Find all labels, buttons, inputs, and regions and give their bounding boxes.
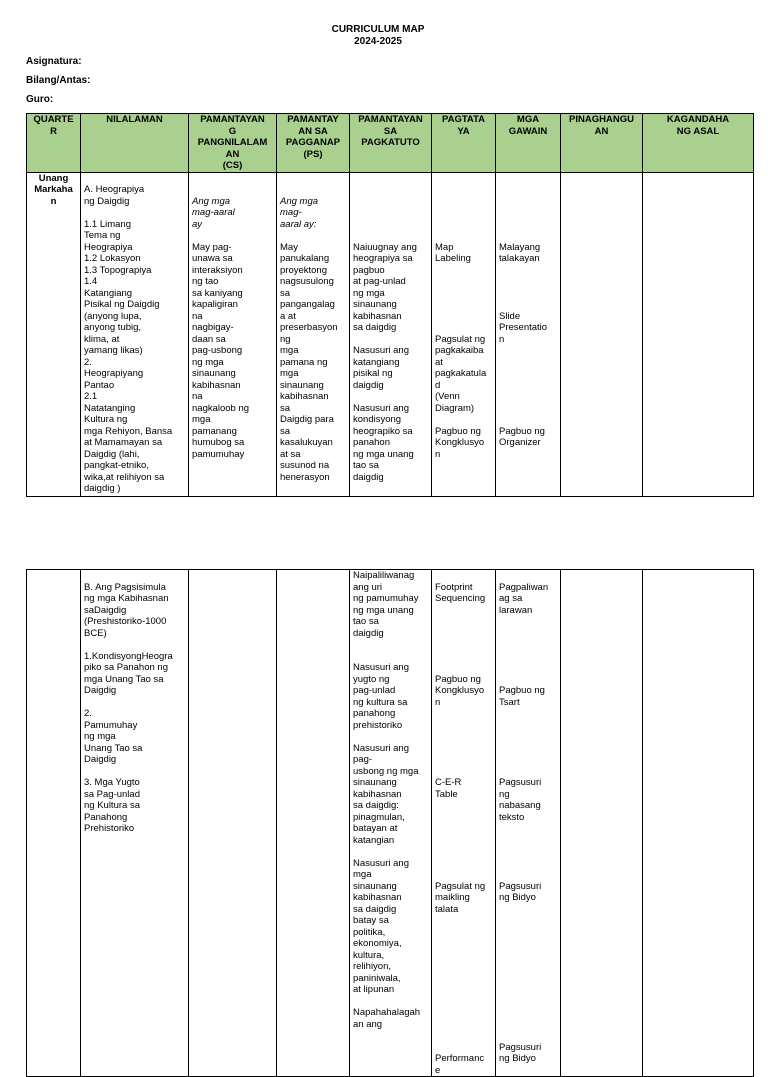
header-kagandahang-asal: KAGANDAHA NG ASAL: [643, 114, 754, 173]
header-nilalaman: NILALAMAN: [81, 114, 189, 173]
header-pamantayang-pangnilalaman: PAMANTAYAN G PANGNILALAM AN (CS): [189, 114, 277, 173]
cell-line: susunod na: [280, 460, 330, 471]
document-title: [0, 24, 756, 48]
cell-line: aaral ay:: [280, 218, 317, 230]
cell-ps: [277, 570, 350, 1077]
cell-line: sa: [280, 425, 291, 437]
bilang-antas-label: Bilang/Antas:: [26, 75, 91, 86]
title-line-1: CURRICULUM MAP: [331, 24, 425, 35]
cell-line: na: [192, 391, 203, 402]
table-row: [27, 570, 754, 1077]
cell-cs: [189, 570, 277, 1077]
header-pamantayan-sa-pagganap: PAMANTAY AN SA PAGGANAP (PS): [277, 114, 350, 173]
cell-line: interaksiyon: [192, 264, 243, 276]
cell-line: mag-aaral: [192, 207, 235, 218]
cell-line: sa kaniyang: [192, 287, 243, 299]
cell-quarter: [27, 570, 81, 1077]
cell-line: panukalang: [280, 253, 330, 264]
cell-kagandahang-asal: [643, 172, 754, 496]
cell-line: mag-: [280, 207, 302, 218]
cell-line: pag-usbong: [192, 345, 243, 356]
cell-line: mga: [280, 345, 299, 356]
cell-mga-gawain: Malayang talakayan Slide Presentatio n Pagbuo ng Organizer: [496, 172, 561, 496]
cell-pagtataya: Map Labeling Pagsulat ng pagkakaiba at pagkakatula d (Venn Diagram) Pagbuo ng Kongklusyo n: [432, 172, 496, 496]
header-mga-gawain: MGA GAWAIN: [496, 114, 561, 173]
cell-line: ng tao: [192, 276, 219, 287]
cell-line: kabihasnan: [280, 391, 329, 402]
header-quarter: QUARTE R: [27, 114, 81, 173]
cell-line: humubog sa: [192, 437, 245, 448]
cell-line: pangangalag: [280, 299, 335, 310]
cell-line: Ang mga: [280, 195, 319, 207]
header-row: [27, 114, 754, 173]
cell-line: kapaligiran: [192, 299, 238, 310]
cell-kagandahang-asal: [643, 570, 754, 1077]
cell-pamantayan-sa-pagkatuto: Naiuugnay ang heograpiya sa pagbuo at pag-unlad ng mga sinaunang kabihasnan sa daigdig Nasusuri ang katangiang pisikal ng daigdig Nasusuri ang kondisyong heograpiko sa panahon ng mga unang tao sa daigdig: [350, 172, 432, 496]
cell-nilalaman: B. Ang Pagsisimula ng mga Kabihasnan saDaigdig (Preshistoriko-1000 BCE) 1.KondisyongHeogra piko sa Panahon ng mga Unang Tao sa Daigdig 2. Pamumuhay ng mga Unang Tao sa Daigdig 3. Mga Yugto sa Pag-unlad ng Kultura sa Panahong Prehistoriko: [81, 570, 189, 1077]
cell-line: sinaunang: [192, 368, 236, 379]
curriculum-map-table-continued: [26, 569, 754, 1077]
cell-line: preserbasyon: [280, 322, 338, 333]
cell-line: ng mga: [192, 356, 224, 368]
cell-pagtataya: Footprint Sequencing Pagbuo ng Kongklusyo n C-E-R Table Pagsulat ng maikling talata Performanc e: [432, 570, 496, 1077]
cell-mga-gawain: Pagpaliwan ag sa larawan Pagbuo ng Tsart Pagsusuri ng nabasang teksto Pagsusuri ng Bidyo Pagsusuri ng Bidyo: [496, 570, 561, 1077]
header-pagtataya: PAGTATA YA: [432, 114, 496, 173]
cell-pinaghanguan: [561, 570, 643, 1077]
cell-line: nagsusulong: [280, 276, 334, 287]
guro-label: Guro:: [26, 94, 54, 105]
cell-line: May pag-: [192, 241, 232, 253]
cell-line: mga: [192, 414, 211, 425]
cell-line: na: [192, 310, 203, 322]
cell-line: kasalukuyan: [280, 437, 333, 448]
cell-line: pamanang: [192, 425, 237, 437]
asignatura-label: Asignatura:: [26, 56, 82, 67]
cell-line: mga: [280, 368, 299, 379]
cell-line: henerasyon: [280, 471, 330, 483]
header-pinaghanguan: PINAGHANGU AN: [561, 114, 643, 173]
cell-line: nagkaloob ng: [192, 402, 250, 414]
cell-line: ay: [192, 218, 203, 230]
cell-line: daan sa: [192, 333, 226, 345]
cell-line: a at: [280, 310, 296, 322]
cell-line: Daigdig para: [280, 414, 334, 425]
cell-line: unawa sa: [192, 253, 233, 264]
cell-line: sinaunang: [280, 379, 324, 391]
header-pamantayan-sa-pagkatuto: PAMANTAYAN SA PAGKATUTO: [350, 114, 432, 173]
cell-line: kabihasnan: [192, 379, 241, 391]
cell-cs: [189, 172, 277, 496]
cell-nilalaman: A. Heograpiya ng Daigdig 1.1 Limang Tema ng Heograpiya 1.2 Lokasyon 1.3 Topograpiya 1.4 Katangiang Pisikal ng Daigdig (anyong lupa, anyong tubig, klima, at yamang likas) 2. Heograpiyang Pantao 2.1 Natatanging Kultura ng mga Rehiyon, Bansa at Mamamayan sa Daigdig (lahi, pangkat-etniko, wika,at relihiyon sa daigdig ): [81, 172, 189, 496]
cell-line: sa: [280, 402, 291, 414]
cell-quarter: Unang Markaha n: [27, 172, 81, 496]
cell-pinaghanguan: [561, 172, 643, 496]
cell-cs-text: [192, 196, 249, 460]
table-row: [27, 172, 754, 496]
cell-line: ng: [280, 333, 291, 345]
cell-line: proyektong: [280, 264, 328, 276]
cell-line: May: [280, 241, 298, 253]
cell-line: pamumuhay: [192, 448, 245, 460]
cell-line: pamana ng: [280, 356, 328, 368]
cell-ps: [277, 172, 350, 496]
title-line-2: 2024-2025: [354, 36, 402, 47]
cell-line: sa: [280, 287, 291, 299]
cell-line: nagbigay-: [192, 322, 234, 333]
cell-pamantayan-sa-pagkatuto: Naipaliliwanag ang uri ng pamumuhay ng mga unang tao sa daigdig Nasusuri ang yugto ng pag-unlad ng kultura sa panahong prehistoriko Nasusuri ang pag- usbong ng mga sinaunang kabihasnan sa daigdig: pinagmulan, batayan at katangian Nasusuri ang mga sinaunang kabihasnan sa daigdig batay sa politika, ekonomiya, kultura, relihiyon, paniniwala, at lipunan Napahahalagah an ang: [350, 570, 432, 1077]
curriculum-map-table: [26, 113, 754, 497]
cell-line: Ang mga: [192, 195, 231, 207]
cell-line: at sa: [280, 448, 301, 460]
